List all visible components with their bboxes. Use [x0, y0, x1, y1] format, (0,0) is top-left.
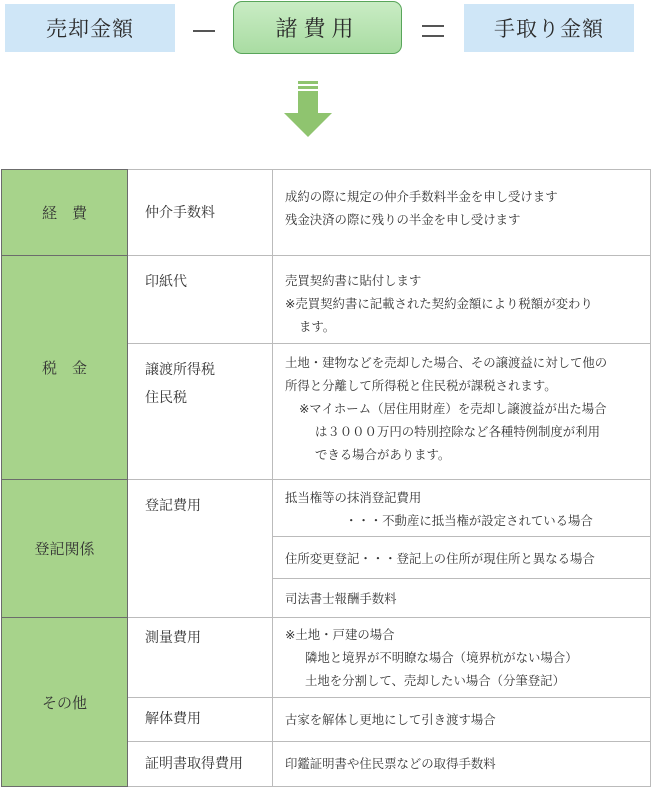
description-line: 抵当権等の抹消登記費用 — [285, 490, 422, 505]
description-line: 土地・建物などを売却した場合、その譲渡益に対して他の — [285, 355, 608, 370]
expense-table — [1, 169, 651, 787]
description-line: 隣地と境界が不明瞭な場合（境界杭がない場合） — [305, 650, 578, 665]
description-line: 所得と分離して所得税と住民税が課税されます。 — [285, 378, 557, 393]
category-cell — [2, 618, 128, 787]
description-line: 残金決済の際に残りの半金を申し受けます — [285, 212, 521, 227]
net-amount-label: 手取り金額 — [494, 17, 604, 41]
item-cell — [128, 344, 273, 480]
description-line: 古家を解体し更地にして引き渡す場合 — [285, 712, 496, 727]
net-amount-box — [464, 4, 634, 52]
equals-sign-top — [422, 25, 444, 27]
description-line: ※売買契約書に記載された契約金額により税額が変わり — [285, 296, 593, 311]
description-line: 売買契約書に貼付します — [285, 273, 422, 288]
item-label: 仲介手数料 — [145, 205, 215, 221]
item-label: 測量費用 — [145, 630, 201, 646]
description-line: ※マイホーム（居住用財産）を売却し譲渡益が出た場合 — [299, 401, 607, 416]
item-label: 証明書取得費用 — [145, 756, 243, 772]
table-row — [2, 618, 651, 698]
item-label: 解体費用 — [145, 711, 201, 727]
minus-sign — [193, 30, 215, 32]
description-line: できる場合があります。 — [315, 447, 451, 462]
description-cell — [273, 480, 651, 537]
item-label: 譲渡所得税 — [145, 362, 215, 378]
table-row — [2, 480, 651, 537]
category-label-other: その他 — [41, 693, 87, 712]
description-cell — [273, 698, 651, 742]
category-cell — [2, 170, 128, 256]
description-line: ます。 — [299, 319, 336, 334]
category-cell — [2, 256, 128, 480]
description-line: ・・・不動産に抵当権が設定されている場合 — [345, 513, 593, 528]
description-cell — [273, 742, 651, 787]
description-cell — [273, 537, 651, 579]
sale-amount-label: 売却金額 — [46, 17, 134, 41]
description-line: は３０００万円の特別控除など各種特例制度が利用 — [315, 424, 600, 439]
category-label-registration: 登記関係 — [34, 540, 95, 558]
description-line: 住所変更登記・・・登記上の住所が現住所と異なる場合 — [285, 551, 595, 566]
description-line: ※土地・戸建の場合 — [285, 627, 395, 642]
category-label-expenses: 経 費 — [41, 204, 87, 222]
item-cell — [128, 618, 273, 698]
sale-amount-box — [5, 4, 175, 52]
item-label: 住民税 — [145, 390, 187, 406]
item-label: 登記費用 — [145, 498, 201, 514]
description-cell — [273, 170, 651, 256]
description-cell — [273, 618, 651, 698]
description-line: 成約の際に規定の仲介手数料半金を申し受けます — [285, 189, 558, 204]
equals-sign-bottom — [422, 35, 444, 37]
item-cell — [128, 742, 273, 787]
description-line: 印鑑証明書や住民票などの取得手数料 — [285, 756, 496, 771]
item-cell — [128, 698, 273, 742]
item-cell — [128, 480, 273, 618]
down-arrow-icon — [282, 80, 334, 138]
expenses-label: 諸費用 — [275, 17, 360, 42]
item-cell — [128, 170, 273, 256]
description-cell — [273, 344, 651, 480]
expenses-box — [233, 1, 402, 54]
item-cell — [128, 256, 273, 344]
description-cell — [273, 579, 651, 618]
description-line: 司法書士報酬手数料 — [285, 591, 397, 606]
description-line: 土地を分割して、売却したい場合（分筆登記） — [305, 673, 565, 688]
table-row — [2, 256, 651, 344]
table-row — [2, 170, 651, 256]
item-label: 印紙代 — [145, 274, 187, 290]
description-cell — [273, 256, 651, 344]
category-label-tax: 税 金 — [41, 359, 87, 377]
category-cell — [2, 480, 128, 618]
